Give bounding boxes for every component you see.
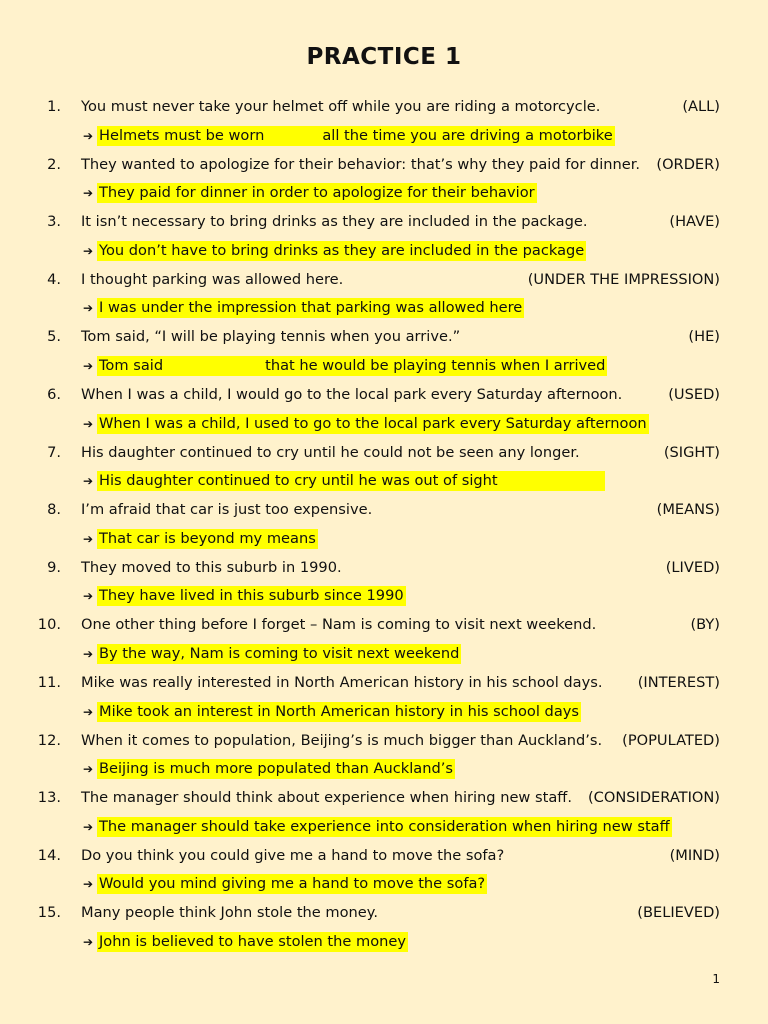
question-row [0,496,768,524]
answer-text: The manager should take experience into consideration when hiring new staff [99,817,670,835]
answer-highlight [97,529,318,549]
question-text: Many people think John stole the money. [81,904,378,922]
answer-text: They have lived in this suburb since 1990 [99,587,404,605]
keyword: (INTEREST) [637,673,720,691]
keyword: (SIGHT) [663,443,720,461]
question-text: The manager should think about experience when hiring new staff. [81,789,572,807]
keyword: (BELIEVED) [637,904,720,922]
question-row [0,784,768,812]
exercise-list [0,93,768,957]
arrow-icon: ➔ [83,762,94,777]
answer-text: Beijing is much more populated than Auckland’s [99,760,453,778]
exercise-item [0,439,768,497]
answer-row [0,294,768,322]
arrow-icon: ➔ [83,531,94,546]
answer-highlight [97,471,605,491]
question-row [0,899,768,927]
keyword: (HAVE) [669,213,720,231]
item-number: 3. [47,213,61,231]
question-row [0,151,768,179]
arrow-icon: ➔ [83,589,94,604]
exercise-item [0,899,768,957]
arrow-icon: ➔ [83,243,94,258]
answer-text: Tom said [99,356,164,374]
arrow-icon: ➔ [83,416,94,431]
keyword: (MIND) [669,846,720,864]
item-number: 14. [37,846,61,864]
keyword: (UNDER THE IMPRESSION) [527,270,720,288]
arrow-icon: ➔ [83,474,94,489]
question-text: Mike was really interested in North American history in his school days. [81,673,603,691]
question-text: I thought parking was allowed here. [81,270,344,288]
exercise-item [0,323,768,381]
question-row [0,208,768,236]
question-row [0,381,768,409]
answer-highlight [97,874,487,894]
keyword: (MEANS) [656,501,720,519]
answer-text-continued: all the time you are driving a motorbike [322,126,613,144]
item-number: 11. [37,673,61,691]
exercise-item [0,93,768,151]
exercise-item [0,669,768,727]
question-text: His daughter continued to cry until he could not be seen any longer. [81,443,580,461]
question-row [0,266,768,294]
answer-text: I was under the impression that parking was allowed here [99,299,523,317]
answer-highlight [97,644,461,664]
exercise-item [0,151,768,209]
answer-row [0,870,768,898]
question-row [0,727,768,755]
keyword: (CONSIDERATION) [587,789,720,807]
answer-row [0,410,768,438]
question-text: Tom said, “I will be playing tennis when you arrive.” [81,328,461,346]
answer-row [0,122,768,150]
exercise-item [0,496,768,554]
answer-text: That car is beyond my means [99,529,316,547]
item-number: 2. [47,155,61,173]
answer-highlight [97,586,406,606]
answer-text: By the way, Nam is coming to visit next weekend [99,644,460,662]
question-row [0,842,768,870]
answer-text: You don’t have to bring drinks as they are included in the package [99,241,585,259]
question-text: One other thing before I forget – Nam is coming to visit next weekend. [81,616,597,634]
answer-row [0,179,768,207]
item-number: 12. [37,731,61,749]
question-text: You must never take your helmet off while you are riding a motorcycle. [81,98,601,115]
question-text: When I was a child, I would go to the local park every Saturday afternoon. [81,385,623,403]
answer-highlight [97,759,455,779]
keyword: (USED) [668,385,720,403]
question-row [0,439,768,467]
keyword: (LIVED) [665,558,720,576]
exercise-item [0,727,768,785]
arrow-icon: ➔ [83,358,94,373]
arrow-icon: ➔ [83,877,94,892]
answer-text: His daughter continued to cry until he was out of sight [99,472,498,490]
arrow-icon: ➔ [83,186,94,201]
answer-text: Would you mind giving me a hand to move the sofa? [99,875,486,893]
page-number: 1 [712,972,720,986]
item-number: 7. [47,443,61,461]
answer-highlight [97,817,672,837]
arrow-icon: ➔ [83,128,94,143]
question-row [0,93,768,121]
exercise-item [0,842,768,900]
question-text: I’m afraid that car is just too expensive. [81,501,373,519]
arrow-icon: ➔ [83,301,94,316]
item-number: 5. [47,328,61,346]
answer-text: They paid for dinner in order to apologize for their behavior [99,184,535,202]
question-row [0,611,768,639]
exercise-item [0,266,768,324]
answer-text: Mike took an interest in North American history in his school days [99,702,580,720]
question-row [0,554,768,582]
arrow-icon: ➔ [83,704,94,719]
answer-highlight [97,356,607,376]
answer-highlight [97,183,537,203]
answer-text: When I was a child, I used to go to the local park every Saturday afternoon [99,414,647,432]
answer-highlight [97,126,615,146]
exercise-item [0,554,768,612]
exercise-item [0,381,768,439]
answer-text: John is believed to have stolen the money [99,932,407,950]
answer-row [0,525,768,553]
question-text: Do you think you could give me a hand to move the sofa? [81,846,505,864]
arrow-icon: ➔ [83,646,94,661]
answer-highlight [97,241,586,261]
keyword: (ALL) [682,98,720,115]
keyword: (ORDER) [656,155,720,173]
answer-highlight [97,932,408,952]
keyword: (POPULATED) [622,731,720,749]
exercise-item [0,208,768,266]
answer-row [0,640,768,668]
arrow-icon: ➔ [83,934,94,949]
keyword: (HE) [688,328,720,346]
exercise-item [0,611,768,669]
answer-row [0,582,768,610]
answer-highlight [97,702,581,722]
question-row [0,323,768,351]
question-row [0,669,768,697]
answer-text-continued: that he would be playing tennis when I arrived [265,356,606,374]
answer-text: Helmets must be worn [99,126,265,144]
keyword: (BY) [690,616,720,634]
item-number: 15. [37,904,61,922]
arrow-icon: ➔ [83,819,94,834]
question-text: They wanted to apologize for their behavior: that’s why they paid for dinner. [81,155,641,173]
question-text: They moved to this suburb in 1990. [81,558,342,576]
item-number: 13. [37,789,61,807]
item-number: 6. [47,385,61,403]
answer-highlight [97,298,524,318]
item-number: 1. [47,98,61,115]
answer-row [0,352,768,380]
item-number: 8. [47,501,61,519]
answer-row [0,698,768,726]
item-number: 4. [47,270,61,288]
page-title: PRACTICE 1 [306,44,462,70]
answer-row [0,237,768,265]
answer-row [0,813,768,841]
question-text: When it comes to population, Beijing’s is much bigger than Auckland’s. [81,731,603,749]
item-number: 10. [37,616,61,634]
item-number: 9. [47,558,61,576]
exercise-item [0,784,768,842]
answer-row [0,928,768,956]
answer-row [0,755,768,783]
answer-row [0,467,768,495]
question-text: It isn’t necessary to bring drinks as they are included in the package. [81,213,588,231]
answer-highlight [97,414,649,434]
